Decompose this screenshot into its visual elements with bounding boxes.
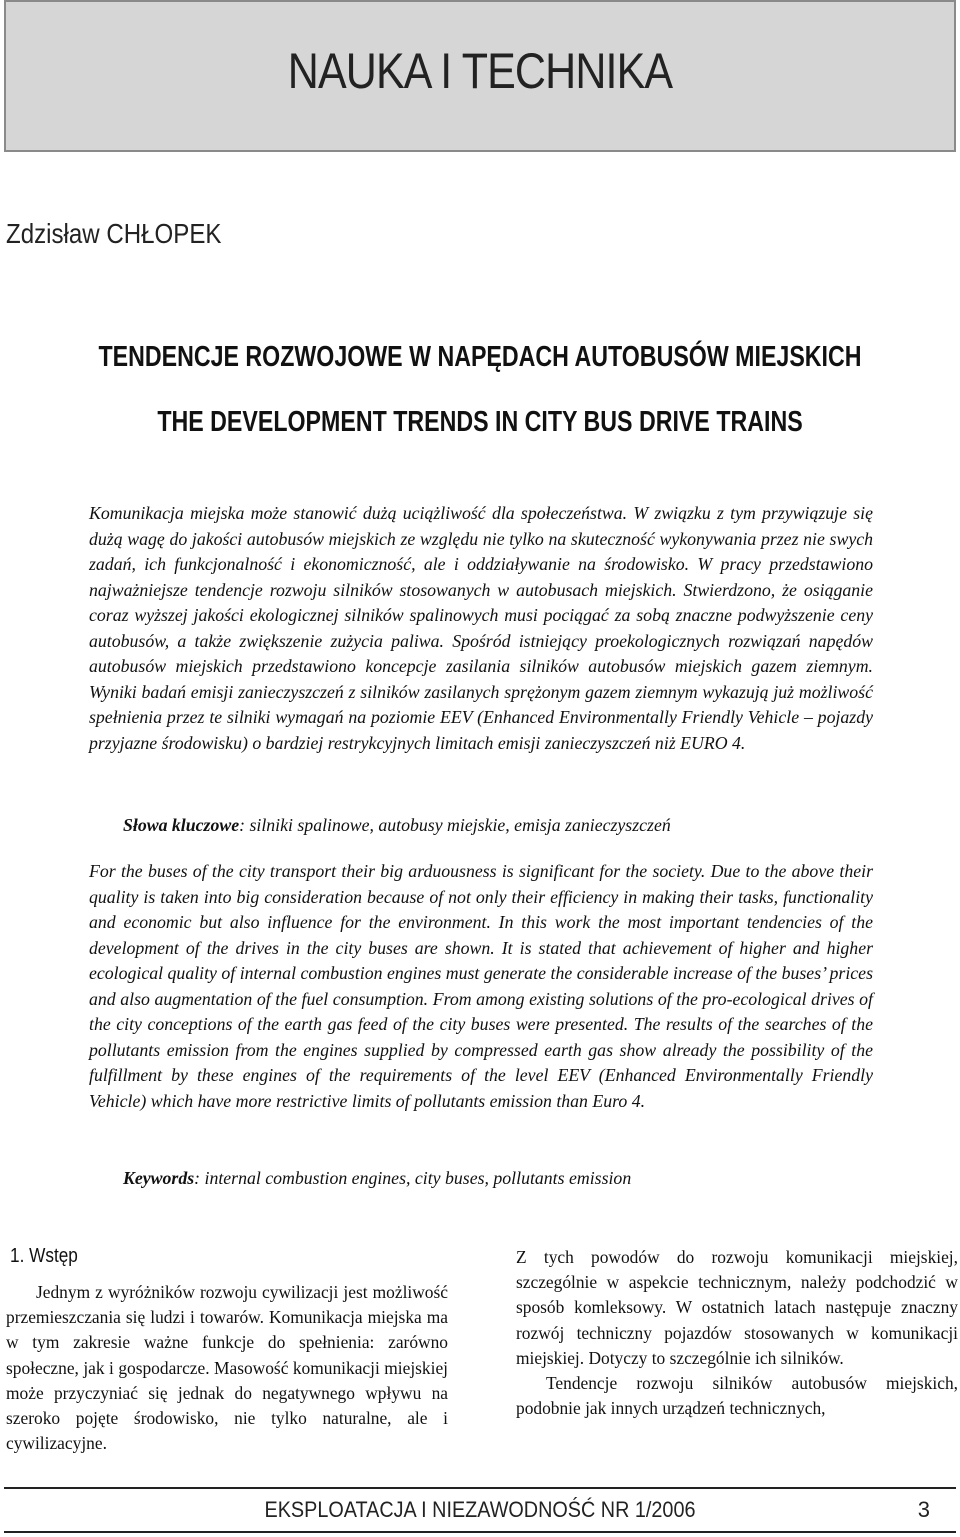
journal-name: EKSPLOATACJA I NIEZAWODNOŚĆ NR 1/2006 xyxy=(264,1497,696,1522)
footer-rule-bottom xyxy=(4,1531,956,1533)
right-column-paragraph-1: Z tych powodów do rozwoju komunikacji miejskiej, szczególnie w aspekcie technicznym, należy podchodzić w sposób komleksowy. W ostatnich latach następuje znaczny rozwój techniczny pojazdów stosowanych w komunikacji miejskiej. Dotyczy to szczególnie ich silników. xyxy=(516,1247,958,1368)
right-column-paragraph-2: Tendencje rozwoju silników autobusów miejskich, podobnie jak innych urządzeń technicznych, xyxy=(516,1373,958,1419)
keywords-english xyxy=(123,1166,883,1191)
author-name: Zdzisław CHŁOPEK xyxy=(6,218,222,249)
keywords-english-text: internal combustion engines, city buses, pollutants emission xyxy=(204,1168,632,1188)
section-header-box xyxy=(4,0,956,152)
body-column-right xyxy=(516,1245,958,1421)
article-title-polish: TENDENCJE ROZWOJOWE W NAPĘDACH AUTOBUSÓW MIEJSKICH xyxy=(98,341,862,373)
abstract-polish: Komunikacja miejska może stanowić dużą uciążliwość dla społeczeństwa. W związku z tym przywiązuje się dużą wagę do jakości autobusów miejskich ze względu nie tylko na skuteczność wykonywania przez nie swych zadań, ich funkcjonalność i ekonomiczność, ale i oddziaływanie na środowisko. W pracy przedstawiono najważniejsze tendencje rozwoju silników stosowanych w autobusach miejskich. Stwierdzono, że osiąganie coraz wyższej jakości ekologicznej silników spalinowych musi pociągać za sobą znaczne podwyższenie ceny autobusów, a także zwiększenie zużycia paliwa. Spośród istniejący proekologicznych rozwiązań napędów autobusów miejskich przedstawiono koncepcje zasilania silników autobusów miejskich gazem ziemnym. Wyniki badań emisji zanieczyszczeń z silników zasilanych sprężonym gazem ziemnym wykazują już możliwość spełnienia przez te silniki wymagań na poziomie EEV (Enhanced Environmentally Friendly Vehicle – pojazdy przyjazne środowisku) o bardziej restrykcyjnych limitach emisji zanieczyszczeń niż EURO 4. xyxy=(89,503,873,753)
section-title: NAUKA I TECHNIKA xyxy=(287,43,673,99)
keywords-english-separator: : xyxy=(194,1168,205,1188)
keywords-polish-label: Słowa kluczowe xyxy=(123,815,240,835)
keywords-polish-text: silniki spalinowe, autobusy miejskie, emisja zanieczyszczeń xyxy=(249,815,671,835)
abstract-english: For the buses of the city transport their big arduousness is significant for the society. Due to the above their quality is taken into big consideration because of not only their efficiency in making their tasks, functionality and economic but also influence for the environment. In this work the most important tendencies of the development of the drives in the city buses are shown. It is stated that achievement of higher and higher ecological quality of internal combustion engines must generate the considerable increase of the buses’ prices and also augmentation of the fuel consumption. From among existing solutions of the pro-ecological drives of the city conceptions of the earth gas feed of the city buses were presented. The results of the searches of the pollutants emission from the engines supplied by compressed earth gas show already the possibility of the fulfillment by these engines of the requirements of the level EEV (Enhanced Environmentally Friendly Vehicle) which have more restrictive limits of pollutants emission than Euro 4. xyxy=(89,861,873,1111)
section-heading-introduction: 1. Wstęp xyxy=(10,1245,78,1267)
footer-rule-top xyxy=(4,1487,956,1489)
keywords-polish xyxy=(123,813,883,838)
page-number: 3 xyxy=(917,1497,930,1522)
keywords-english-label: Keywords xyxy=(123,1168,195,1188)
keywords-polish-separator: : xyxy=(239,815,250,835)
body-column-left xyxy=(6,1280,448,1456)
left-column-paragraph: Jednym z wyróżników rozwoju cywilizacji jest możliwość przemieszczania się ludzi i towarów. Komunikacja miejska ma w tym zakresie ważne funkcje do spełnienia: zarówno społeczne, jak i gospodarcze. Masowość komunikacji miejskiej może przyczyniać się jednak do negatywnego wpływu na szeroko pojęte środowisko, nie tylko naturalne, ale i cywilizacyjne. xyxy=(6,1282,448,1454)
article-title-english: THE DEVELOPMENT TRENDS IN CITY BUS DRIVE TRAINS xyxy=(157,406,803,438)
